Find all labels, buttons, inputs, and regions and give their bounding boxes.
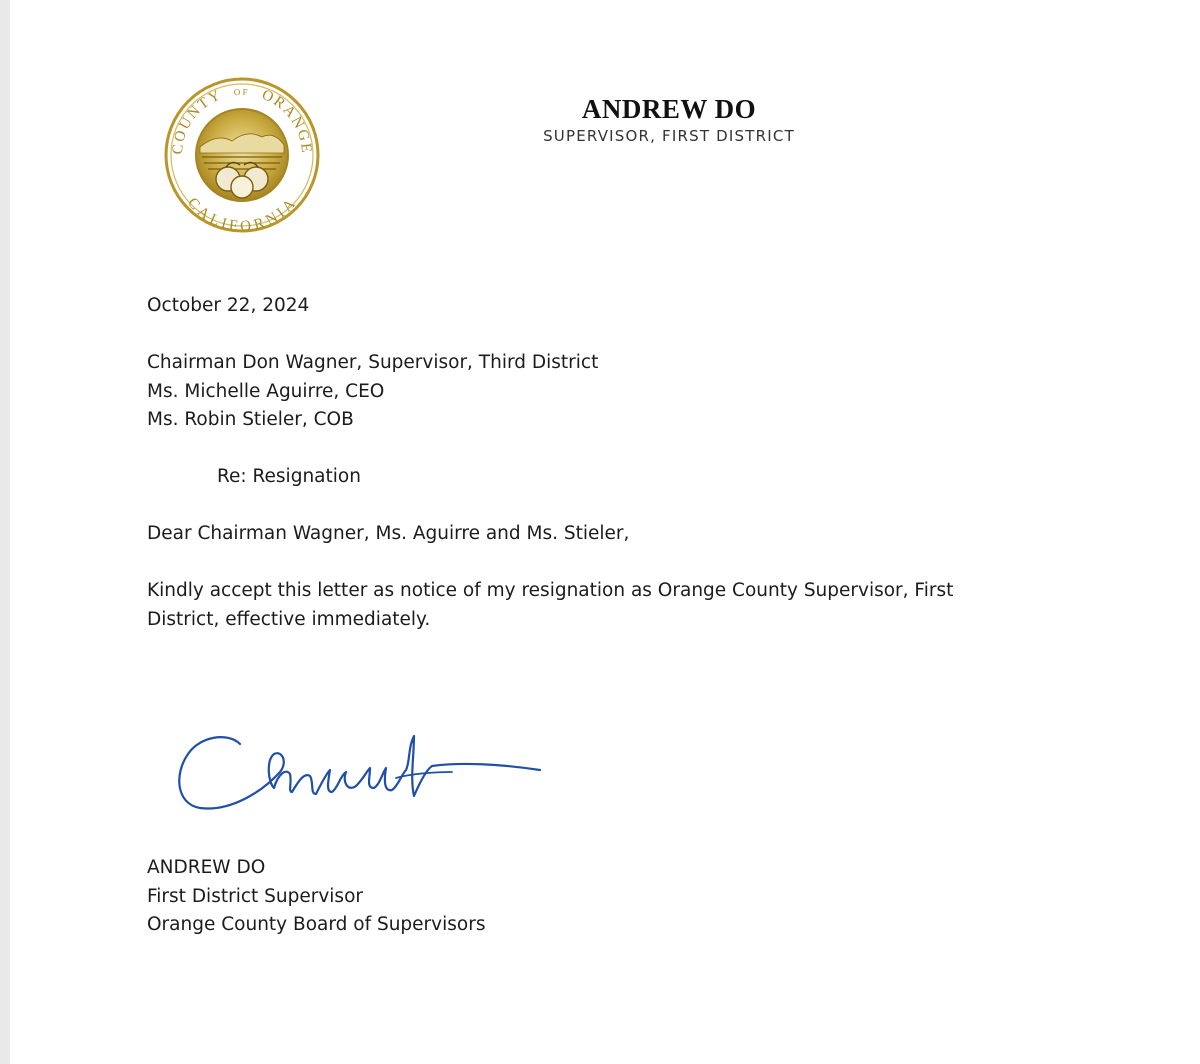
letter-salutation: Dear Chairman Wagner, Ms. Aguirre and Ms. Stieler, bbox=[147, 523, 630, 544]
seal-text-orange: ORANGE bbox=[259, 86, 315, 156]
recipient-line: Ms. Robin Stieler, COB bbox=[147, 409, 354, 430]
seal-text-county: COUNTY bbox=[169, 87, 225, 156]
signature-block bbox=[147, 854, 485, 940]
county-seal-icon bbox=[162, 75, 322, 235]
seal-text-california: CALIFORNIA bbox=[184, 194, 300, 235]
recipient-list bbox=[147, 349, 598, 435]
body-line: District, effective immediately. bbox=[147, 608, 431, 630]
handwritten-signature bbox=[170, 712, 550, 822]
body-line: Kindly accept this letter as notice of my resignation as Orange County Supervisor, First bbox=[147, 580, 954, 601]
signer-organization: Orange County Board of Supervisors bbox=[147, 914, 486, 935]
seal-text-of: OF bbox=[233, 86, 250, 98]
signer-name: ANDREW DO bbox=[147, 857, 266, 878]
letter-subject: Re: Resignation bbox=[217, 466, 361, 487]
letterhead bbox=[469, 92, 869, 145]
letterhead-name: ANDREW DO bbox=[581, 94, 757, 124]
letterhead-title: SUPERVISOR, FIRST DISTRICT bbox=[543, 127, 795, 145]
letter-body bbox=[147, 577, 977, 634]
letter-page bbox=[10, 0, 1200, 1064]
recipient-line: Ms. Michelle Aguirre, CEO bbox=[147, 380, 385, 402]
recipient-line: Chairman Don Wagner, Supervisor, Third District bbox=[147, 352, 599, 373]
signer-title: First District Supervisor bbox=[147, 885, 363, 907]
letter-date: October 22, 2024 bbox=[147, 295, 310, 316]
